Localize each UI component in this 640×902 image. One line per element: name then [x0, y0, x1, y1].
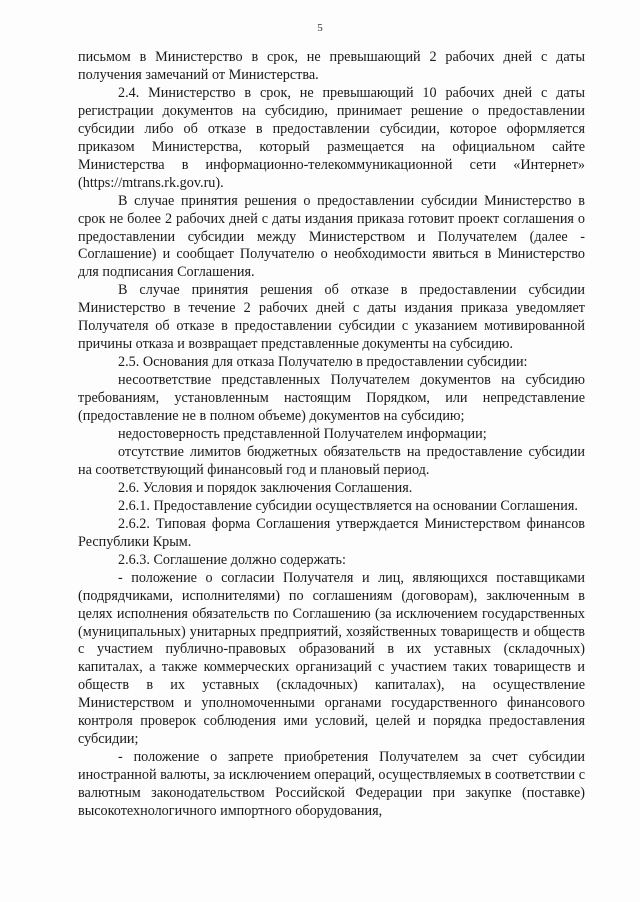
paragraph: - положение о запрете приобретения Получателем за счет субсидии иностранной валюты, за исключением операций, осуществляемых в соответствии с валютным законодательством Российской Федерации при закупке (поставке) высокотехнологичного импортного оборудования, [78, 749, 585, 820]
paragraph: недостоверность представленной Получателем информации; [118, 426, 487, 443]
paragraph: 2.5. Основания для отказа Получателю в предоставлении субсидии: [118, 354, 528, 371]
paragraph: - положение о согласии Получателя и лиц, являющихся поставщиками (подрядчиками, исполнителями) по соглашениям (договорам), заключенным в целях исполнения обязательств по Соглашению (за исключением государственных (муниципальных) унитарных предприятий, хозяйственных товариществ и обществ с участием публично-правовых образований в их уставных (складочных) капиталах, а также коммерческих организаций с участием таких товариществ и обществ в их уставных (складочных) капиталах), на осуществление Министерством и уполномоченными органами государственного финансового контроля проверок соблюдения ими условий, целей и порядка предоставления субсидии; [78, 569, 585, 748]
page-number: 5 [317, 22, 323, 34]
paragraph: В случае принятия решения о предоставлении субсидии Министерство в срок не более 2 рабочих дней с даты издания приказа готовит проект соглашения о предоставлении субсидии между Министерством и Получателем (далее - Соглашение) и сообщает Получателю о необходимости явиться в Министерство для подписания Соглашения. [78, 192, 585, 281]
paragraph: 2.6.2. Типовая форма Соглашения утверждается Министерством финансов Республики Крым. [78, 515, 585, 550]
paragraph: несоответствие представленных Получателем документов на субсидию требованиям, установленным настоящим Порядком, или непредставление (предоставление не в полном объеме) документов на субсидию; [78, 372, 585, 425]
paragraph: письмом в Министерство в срок, не превышающий 2 рабочих дней с даты получения замечаний от Министерства. [78, 49, 585, 83]
paragraph: В случае принятия решения об отказе в предоставлении субсидии Министерство в течение 2 рабочих дней с даты издания приказа уведомляет Получателя об отказе в предоставлении субсидии с указанием мотивированной причины отказа и возвращает представленные документы на субсидию. [78, 282, 585, 353]
paragraph: отсутствие лимитов бюджетных обязательств на предоставление субсидии на соответствующий финансовый год и плановый период. [78, 443, 585, 478]
paragraph: 2.6.1. Предоставление субсидии осуществляется на основании Соглашения. [118, 497, 578, 514]
paragraph: 2.6.3. Соглашение должно содержать: [118, 551, 346, 568]
paragraph: 2.6. Условия и порядок заключения Соглашения. [118, 479, 413, 496]
paragraph: 2.4. Министерство в срок, не превышающий 10 рабочих дней с даты регистрации документов на субсидию, принимает решение о предоставлении субсидии либо об отказе в предоставлении субсидии, которое оформляется приказом Министерства, который размещается на официальном сайте Министерства в информационно-телекоммуникационной сети «Интернет» (https://mtrans.rk.gov.ru). [78, 84, 585, 191]
document-body [78, 49, 585, 821]
